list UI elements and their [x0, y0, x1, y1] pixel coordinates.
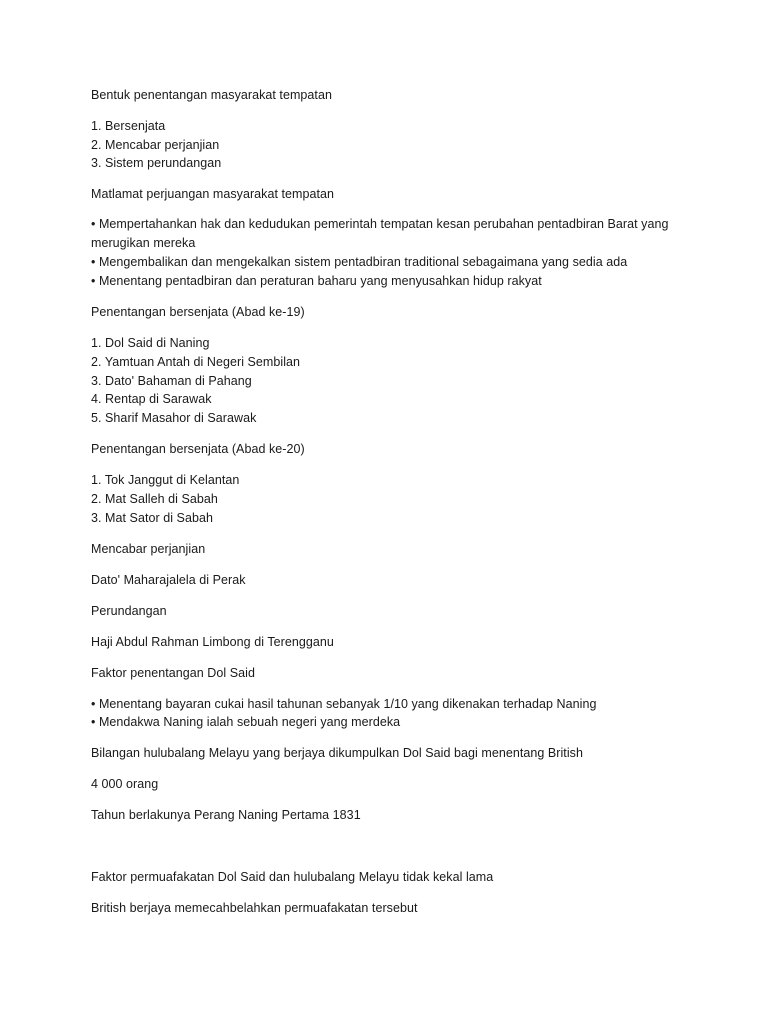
bentuk-item: 1. Bersenjata [91, 119, 166, 133]
abad20-item: 1. Tok Janggut di Kelantan [91, 473, 240, 487]
heading-abad20: Penentangan bersenjata (Abad ke-20) [91, 442, 305, 456]
heading-mencabar: Mencabar perjanjian [91, 542, 206, 556]
bilangan-question: Bilangan hulubalang Melayu yang berjaya dikumpulkan Dol Said bagi menentang British [91, 746, 583, 760]
tahun-text: Tahun berlakunya Perang Naning Pertama 1831 [91, 808, 361, 822]
abad19-item: 2. Yamtuan Antah di Negeri Sembilan [91, 355, 301, 369]
bentuk-item: 3. Sistem perundangan [91, 156, 222, 170]
bilangan-answer: 4 000 orang [91, 777, 159, 791]
mencabar-text: Dato' Maharajalela di Perak [91, 573, 246, 587]
abad19-item: 4. Rentap di Sarawak [91, 392, 212, 406]
faktor-item: • Mendakwa Naning ialah sebuah negeri yang merdeka [91, 715, 401, 729]
faktor-item: • Menentang bayaran cukai hasil tahunan sebanyak 1/10 yang dikenakan terhadap Naning [91, 697, 597, 711]
bentuk-item: 2. Mencabar perjanjian [91, 138, 220, 152]
matlamat-item: • Menentang pentadbiran dan peraturan baharu yang menyusahkan hidup rakyat [91, 274, 542, 288]
heading-bentuk: Bentuk penentangan masyarakat tempatan [91, 88, 332, 102]
permuafakatan-question: Faktor permuafakatan Dol Said dan hulubalang Melayu tidak kekal lama [91, 870, 494, 884]
heading-perundangan: Perundangan [91, 604, 167, 618]
abad20-item: 3. Mat Sator di Sabah [91, 511, 213, 525]
permuafakatan-answer: British berjaya memecahbelahkan permuafakatan tersebut [91, 901, 418, 915]
abad19-item: 1. Dol Said di Naning [91, 336, 210, 350]
abad19-item: 5. Sharif Masahor di Sarawak [91, 411, 257, 425]
abad20-item: 2. Mat Salleh di Sabah [91, 492, 218, 506]
matlamat-item: • Mengembalikan dan mengekalkan sistem pentadbiran traditional sebagaimana yang sedia ada [91, 255, 628, 269]
heading-matlamat: Matlamat perjuangan masyarakat tempatan [91, 187, 335, 201]
matlamat-item: • Mempertahankan hak dan kedudukan pemerintah tempatan kesan perubahan pentadbiran Barat yang merugikan mereka [91, 217, 669, 250]
heading-faktor: Faktor penentangan Dol Said [91, 666, 255, 680]
heading-abad19: Penentangan bersenjata (Abad ke-19) [91, 305, 305, 319]
abad19-item: 3. Dato' Bahaman di Pahang [91, 374, 252, 388]
perundangan-text: Haji Abdul Rahman Limbong di Terengganu [91, 635, 334, 649]
